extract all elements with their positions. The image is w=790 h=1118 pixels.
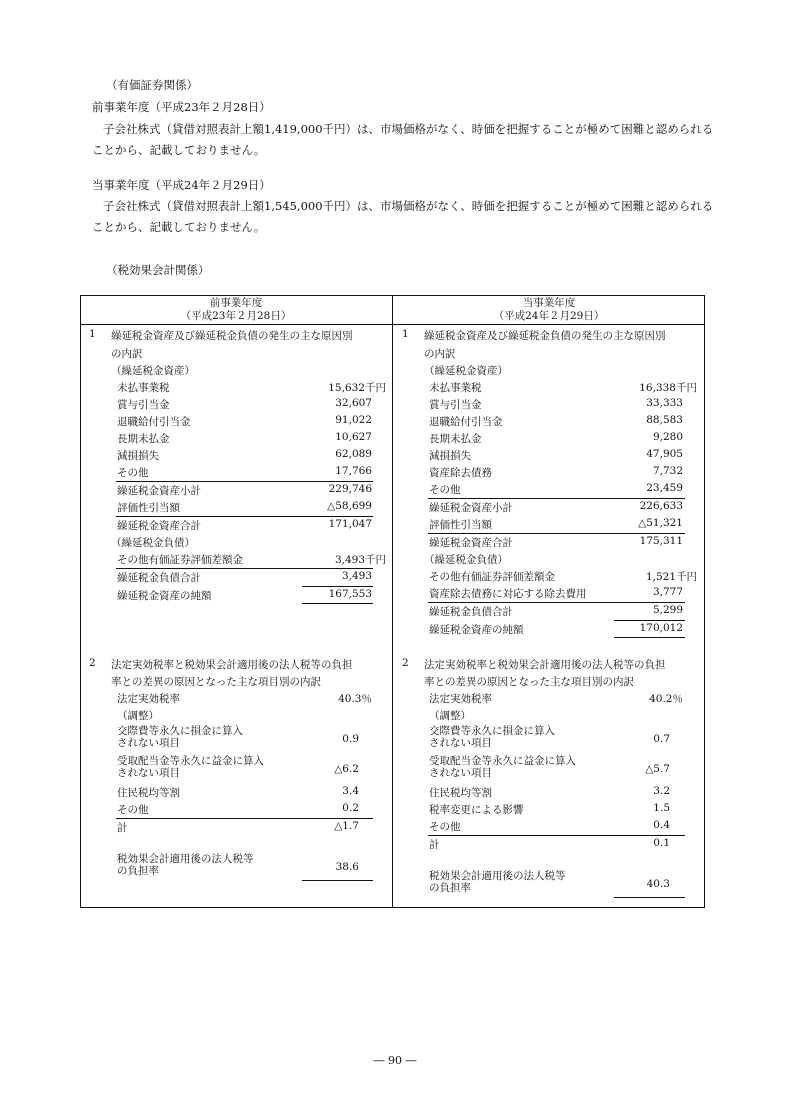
right-sum-label: 計	[429, 839, 440, 851]
left-asset-label: 減損損失	[117, 450, 159, 462]
left-asset-value: 91,022	[335, 414, 372, 426]
left-asset-value: 17,766	[335, 465, 372, 477]
left-asset-label: 賞与引当金	[117, 399, 170, 411]
left-total-value: 171,047	[328, 518, 372, 530]
left-net-value: 167,553	[328, 588, 372, 600]
right-liab-heading: （繰延税金負債）	[424, 554, 508, 566]
prev-year-paragraph: 子会社株式（貸借対照表計上額1,419,000千円）は、市場価格がなく、時価を把握することが極めて困難と認められることから、記載しておりません。	[92, 122, 714, 157]
right-subtotal-label: 繰延税金資産小計	[429, 502, 513, 514]
left-sum-label: 計	[117, 822, 128, 834]
label-line: されない項目	[429, 737, 492, 749]
left-liab-label: その他有価証券評価差額金	[117, 554, 243, 566]
left-other-value: 0.2	[342, 802, 359, 814]
double-underline	[614, 897, 685, 898]
right-allowance-value: △51,321	[638, 517, 683, 529]
right-item1-number: 1	[402, 328, 409, 340]
right-asset-label: 減損損失	[429, 450, 471, 462]
right-dividend-value: △5.7	[645, 763, 670, 775]
left-item1-title-1: 繰延税金資産及び繰延税金負債の発生の主な原因別	[111, 330, 353, 342]
left-statutory-label: 法定実効税率	[117, 693, 180, 705]
table-header-divider	[80, 324, 705, 325]
left-entertain-value: 0.9	[342, 733, 359, 745]
right-rate-change-label: 税率変更による影響	[429, 804, 524, 816]
left-liab-total-label: 繰延税金負債合計	[117, 572, 201, 584]
right-asset-label: 未払事業税	[429, 382, 482, 394]
right-total-label: 繰延税金資産合計	[429, 537, 513, 549]
right-asset-label: 賞与引当金	[429, 399, 482, 411]
left-column-header	[80, 297, 392, 323]
underline	[614, 620, 685, 621]
label-line: 受取配当金等永久に益金に算入	[429, 755, 576, 767]
right-net-value: 170,012	[639, 622, 683, 634]
left-asset-label: 退職給付引当金	[117, 416, 191, 428]
right-sum-value: 0.1	[653, 837, 670, 849]
double-underline	[302, 880, 373, 881]
left-effective-label	[117, 853, 254, 877]
right-entertain-label	[429, 725, 555, 749]
left-item1-number: 1	[89, 328, 96, 340]
label-line: されない項目	[117, 767, 180, 779]
left-asset-value: 62,089	[335, 448, 372, 460]
left-header-line-1: 前事業年度	[209, 297, 263, 309]
right-liab-value: 3,777	[652, 586, 683, 598]
left-asset-label: 未払事業税	[117, 382, 170, 394]
left-subtotal-label: 繰延税金資産小計	[117, 485, 201, 497]
left-item2-title-2: 率との差異の原因となった主な項目別の内訳	[111, 676, 321, 688]
left-resident-value: 3.4	[342, 785, 359, 797]
curr-year-paragraph: 子会社株式（貸借対照表計上額1,545,000千円）は、市場価格がなく、時価を把握することが極めて困難と認められることから、記載しておりません。	[92, 199, 714, 234]
right-asset-value: 23,459	[646, 482, 683, 494]
left-subtotal-value: 229,746	[328, 483, 372, 495]
left-adjust-heading: （調整）	[117, 710, 159, 722]
label-line: 税効果会計適用後の法人税等	[117, 853, 254, 865]
left-statutory-value: 40.3％	[338, 693, 372, 705]
right-asset-label: 資産除去債務	[429, 467, 492, 479]
left-sum-value: △1.7	[334, 820, 359, 832]
right-other-label: その他	[429, 821, 461, 833]
left-resident-label: 住民税均等割	[117, 787, 180, 799]
right-asset-value: 16,338千円	[639, 382, 697, 394]
right-resident-value: 3.2	[653, 785, 670, 797]
right-item1-title-2: の内訳	[424, 348, 456, 360]
underline	[428, 533, 685, 534]
left-net-label: 繰延税金資産の純額	[117, 590, 212, 602]
right-entertain-value: 0.7	[653, 733, 670, 745]
label-line: の負担率	[117, 865, 159, 877]
underline	[116, 568, 373, 569]
right-assets-heading: （繰延税金資産）	[424, 365, 508, 377]
right-asset-label: その他	[429, 484, 461, 496]
table-column-divider	[392, 295, 393, 908]
right-effective-value: 40.3	[646, 878, 670, 890]
right-asset-value: 88,583	[646, 414, 683, 426]
underline	[428, 835, 685, 836]
right-item2-title-1: 法定実効税率と税効果会計適用後の法人税等の負担	[424, 659, 666, 671]
underline	[116, 818, 373, 819]
label-line: 交際費等永久に損金に算入	[429, 725, 555, 737]
left-total-label: 繰延税金資産合計	[117, 520, 201, 532]
double-underline	[302, 603, 373, 604]
right-dividend-label	[429, 755, 576, 779]
right-header-line-1: 当事業年度	[522, 297, 576, 309]
left-liab-heading: （繰延税金負債）	[111, 537, 195, 549]
label-line: 交際費等永久に損金に算入	[117, 725, 243, 737]
left-asset-value: 32,607	[335, 397, 372, 409]
right-statutory-value: 40.2％	[649, 693, 683, 705]
left-assets-heading: （繰延税金資産）	[111, 365, 195, 377]
left-dividend-label	[117, 755, 264, 779]
right-column-header	[393, 297, 705, 323]
securities-section-title: （有価証券関係）	[106, 78, 198, 92]
left-asset-label: 長期未払金	[117, 433, 170, 445]
left-liab-total-value: 3,493	[341, 570, 372, 582]
right-statutory-label: 法定実効税率	[429, 693, 492, 705]
right-allowance-label: 評価性引当額	[429, 519, 492, 531]
right-total-value: 175,311	[639, 535, 683, 547]
left-liab-value: 3,493千円	[334, 554, 386, 566]
right-item2-number: 2	[402, 657, 409, 669]
double-underline	[614, 637, 685, 638]
left-allowance-value: △58,699	[327, 500, 372, 512]
left-asset-label: その他	[117, 467, 149, 479]
left-asset-value: 10,627	[335, 431, 372, 443]
right-effective-label	[429, 870, 566, 894]
right-liab-label: その他有価証券評価差額金	[429, 571, 555, 583]
left-item2-number: 2	[89, 657, 96, 669]
right-liab-label: 資産除去債務に対応する除去費用	[429, 588, 587, 600]
left-asset-value: 15,632千円	[328, 382, 386, 394]
right-asset-label: 長期未払金	[429, 433, 482, 445]
tax-effect-section-title: （税効果会計関係）	[106, 263, 210, 277]
left-item1-title-2: の内訳	[111, 348, 143, 360]
label-line: 受取配当金等永久に益金に算入	[117, 755, 264, 767]
right-liab-total-label: 繰延税金負債合計	[429, 606, 513, 618]
label-line: の負担率	[429, 882, 471, 894]
label-line: されない項目	[429, 767, 492, 779]
left-dividend-value: △6.2	[334, 763, 359, 775]
right-liab-value: 1,521千円	[645, 571, 697, 583]
left-effective-value: 38.6	[335, 861, 359, 873]
label-line: されない項目	[117, 737, 180, 749]
right-item1-title-1: 繰延税金資産及び繰延税金負債の発生の主な原因別	[424, 330, 666, 342]
underline	[428, 602, 685, 603]
right-header-line-2: （平成24年２月29日）	[493, 310, 605, 322]
right-rate-change-value: 1.5	[653, 802, 670, 814]
right-resident-label: 住民税均等割	[429, 787, 492, 799]
right-asset-value: 9,280	[652, 431, 683, 443]
right-subtotal-value: 226,633	[639, 500, 683, 512]
right-asset-value: 33,333	[646, 397, 683, 409]
prev-year-heading: 前事業年度（平成23年２月28日）	[92, 100, 271, 114]
right-adjust-heading: （調整）	[429, 710, 471, 722]
right-net-label: 繰延税金資産の純額	[429, 624, 524, 636]
label-line: 税効果会計適用後の法人税等	[429, 870, 566, 882]
left-entertain-label	[117, 725, 243, 749]
underline	[116, 481, 373, 482]
right-other-value: 0.4	[653, 819, 670, 831]
right-asset-label: 退職給付引当金	[429, 416, 503, 428]
curr-year-heading: 当事業年度（平成24年２月29日）	[92, 178, 271, 192]
underline	[116, 516, 373, 517]
right-asset-value: 7,732	[652, 465, 683, 477]
right-item2-title-2: 率との差異の原因となった主な項目別の内訳	[424, 676, 634, 688]
underline	[302, 586, 373, 587]
left-other-label: その他	[117, 804, 149, 816]
right-liab-total-value: 5,299	[652, 604, 683, 616]
left-header-line-2: （平成23年２月28日）	[180, 310, 292, 322]
right-asset-value: 47,905	[646, 448, 683, 460]
left-allowance-label: 評価性引当額	[117, 502, 180, 514]
left-item2-title-1: 法定実効税率と税効果会計適用後の法人税等の負担	[111, 659, 353, 671]
page-number: ― 90 ―	[373, 1054, 417, 1067]
underline	[428, 498, 685, 499]
